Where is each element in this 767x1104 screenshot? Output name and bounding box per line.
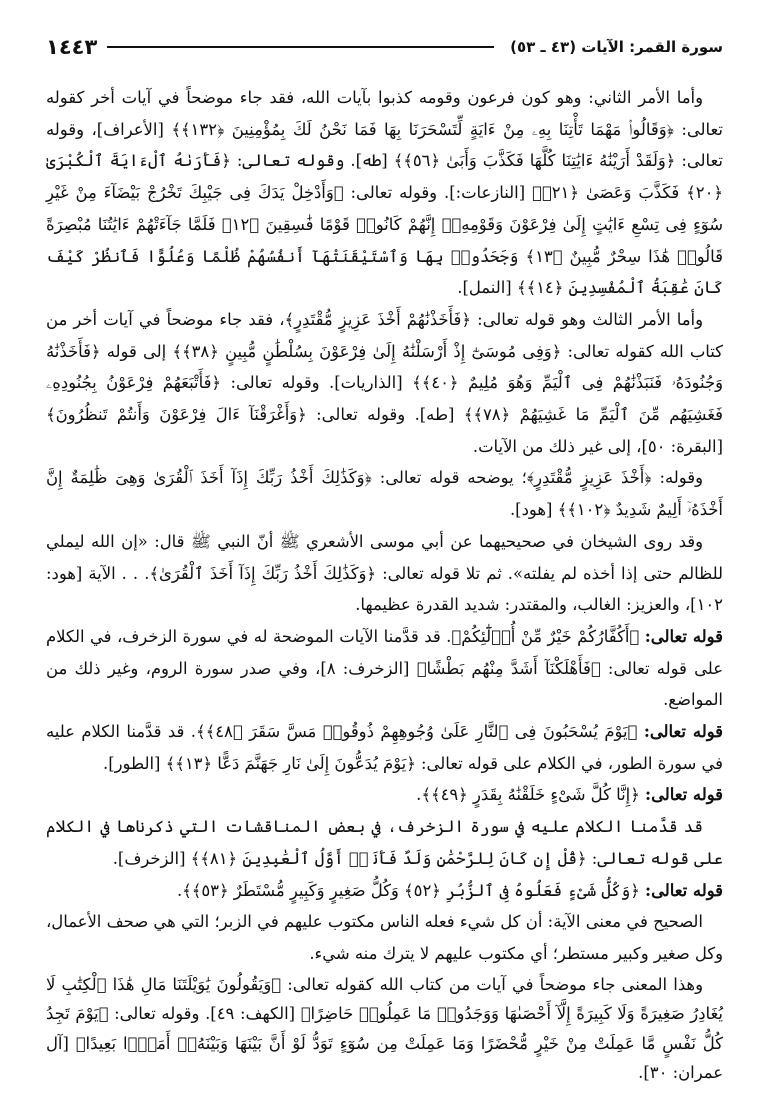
paragraph-text: وهذا المعنى جاء موضحاً في آيات من كتاب الله كقوله تعالى: ﴿وَيَقُولُونَ يَٰوَيْلَتَنَا مَالِ هَٰذَا ٱلْكِتَٰبِ لَا يُغَادِرُ صَغِيرَةً وَلَا كَبِيرَةً إِلَّآ أَحْصَىٰهَا وَوَجَدُوا۟ مَا عَمِلُوا۟ حَاضِرًا﴾ [الكهف: ٤٩]. وقوله تعالى: ﴿يَوْمَ تَجِدُ كُلُّ نَفْسٍ مَّا عَمِلَتْ مِنْ خَيْرٍ مُّحْضَرًا وَمَا عَمِلَتْ مِن سُوٓءٍ تَوَدُّ لَوْ أَنَّ بَيْنَهَا وَبَيْنَهُۥٓ أَمَدًۢا بَعِيدًا﴾ [آل عمران: ٣٠].: [46, 974, 723, 1083]
paragraph-correct-meaning: [46, 906, 723, 969]
paragraph-text: الصحيح في معنى الآية: أن كل شيء فعله الناس مكتوب عليهم في الزبر؛ التي هي صحف الأعمال، وكل صغير وكبير مستطر؛ أي مكتوب عليهم لا يترك منه شيء.: [46, 912, 723, 963]
paragraph-zukhruf-discussion: [46, 811, 723, 874]
paragraph-text: ﴿يَوْمَ يُسْحَبُونَ فِى ٱلنَّارِ عَلَىٰ وُجُوهِهِمْ ذُوقُوا۟ مَسَّ سَقَرَ ﴿٤٨﴾﴾. قد قدَّمنا الكلام عليه في سورة الطور، في الكلام على قوله تعالى: ﴿يَوْمَ يُدَعُّونَ إِلَىٰ نَارِ جَهَنَّمَ دَعًّا ﴿١٣﴾﴾ [الطور].: [46, 722, 723, 773]
paragraph-text: وأما الأمر الثاني: وهو كون فرعون وقومه كذبوا بآيات الله، فقد جاء موضحاً في آيات أخر كقوله تعالى: ﴿وَقَالُوا۟ مَهْمَا تَأْتِنَا بِهِۦ مِنْ ءَايَةٍ لِّتَسْحَرَنَا بِهَا فَمَا نَحْنُ لَكَ بِمُؤْمِنِينَ ﴿١٣٢﴾﴾ [الأعراف]، وقوله تعالى: ﴿وَلَقَدْ أَرَيْنَٰهُ ءَايَٰتِنَا كُلَّهَا فَكَذَّبَ وَأَبَىٰ ﴿٥٦﴾﴾ [طه]. وقوله تعالى: ﴿فَأَرَىٰهُ ٱلْءَايَةَ ٱلْكُبْرَىٰ ﴿٢٠﴾ فَكَذَّبَ وَعَصَىٰ ﴿٢١﴾﴾ [النازعات:]. وقوله تعالى: ﴿وَأَدْخِلْ يَدَكَ فِى جَيْبِكَ تَخْرُجْ بَيْضَآءَ مِنْ غَيْرِ سُوٓءٍ فِى تِسْعِ ءَايَٰتٍ إِلَىٰ فِرْعَوْنَ وَقَوْمِهِۦٓ إِنَّهُمْ كَانُوا۟ قَوْمًا فَٰسِقِينَ ﴿١٢﴾ فَلَمَّا جَآءَتْهُمْ ءَايَٰتُنَا مُبْصِرَةً قَالُوا۟ هَٰذَا سِحْرٌ مُّبِينٌ ﴿١٣﴾ وَجَحَدُوا۟ بِهَا وَٱسْتَيْقَنَتْهَآ أَنفُسُهُمْ ظُلْمًا وَعُلُوًّا فَٱنظُرْ كَيْفَ كَانَ عَٰقِبَةُ ٱلْمُفْسِدِينَ ﴿١٤﴾﴾ [النمل].: [46, 88, 724, 298]
body-text: [46, 82, 723, 1088]
verse-lead: قوله تعالى:: [644, 626, 723, 646]
paragraph-second-matter: [46, 82, 723, 304]
paragraph-verse-43: [46, 621, 723, 716]
paragraph-verse-49: [46, 779, 723, 811]
page-number: ١٤٤٣: [46, 35, 98, 59]
paragraph-text: قد قدَّمنا الكلام عليه في سورة الزخرف، في بعض المناقشات التي ذكرناها في الكلام على قوله تعالى: ﴿قُلْ إِن كَانَ لِلرَّحْمَٰنِ وَلَدٌ فَأَنَا۠ أَوَّلُ ٱلْعَٰبِدِينَ ﴿٨١﴾﴾ [الزخرف].: [46, 817, 723, 868]
paragraph-text: ﴿أَكُفَّارُكُمْ خَيْرٌ مِّنْ أُو۟لَٰٓئِكُمْ﴾. قد قدَّمنا الآيات الموضحة له في سورة الزخرف، في الكلام على قوله تعالى: ﴿فَأَهْلَكْنَآ أَشَدَّ مِنْهُم بَطْشًا﴾ [الزخرف: ٨]، وفي صدر سورة الروم، وغير ذلك من المواضع.: [46, 626, 723, 710]
paragraph-text: وأما الأمر الثالث وهو قوله تعالى: ﴿فَأَخَذْنَٰهُمْ أَخْذَ عَزِيزٍ مُّقْتَدِرٍ﴾، فقد جاء موضحاً في آيات أخر من كتاب الله كقوله تعالى: ﴿وَفِى مُوسَىٰٓ إِذْ أَرْسَلْنَٰهُ إِلَىٰ فِرْعَوْنَ بِسُلْطَٰنٍ مُّبِينٍ ﴿٣٨﴾﴾ إلى قوله ﴿فَأَخَذْنَٰهُ وَجُنُودَهُۥ فَنَبَذْنَٰهُمْ فِى ٱلْيَمِّ وَهُوَ مُلِيمٌ ﴿٤٠﴾﴾ [الذاريات]. وقوله تعالى: ﴿فَأَتْبَعَهُمْ فِرْعَوْنُ بِجُنُودِهِۦ فَغَشِيَهُم مِّنَ ٱلْيَمِّ مَا غَشِيَهُمْ ﴿٧٨﴾﴾ [طه]. وقوله تعالى: ﴿وَأَغْرَقْنَآ ءَالَ فِرْعَوْنَ وَأَنتُمْ تَنظُرُونَ﴾ [البقرة: ٥٠]، إلى غير ذلك من الآيات.: [46, 309, 723, 456]
paragraph-explained-meaning: [46, 970, 723, 1088]
paragraph-verse-48: [46, 716, 723, 779]
paragraph-text: وقد روى الشيخان في صحيحيهما عن أبي موسى الأشعري ﷺ أنّ النبي ﷺ قال: «إن الله ليملي للظالم حتى إذا أخذه لم يفلته». ثم تلا قوله تعالى: ﴿وَكَذَٰلِكَ أَخْذُ رَبِّكَ إِذَآ أَخَذَ ٱلْقُرَىٰ﴾. . . الآية [هود: ١٠٢]، والعزيز: الغالب، والمقتدر: شديد القدرة عظيمها.: [46, 531, 723, 615]
running-title: سورة القمر: الآيات (٤٣ ـ ٥٣): [510, 38, 723, 56]
verse-lead: قوله تعالى:: [645, 785, 723, 805]
paragraph-hadith: [46, 526, 723, 621]
paragraph-verse-52-53: [46, 875, 723, 907]
page-header: [46, 30, 723, 64]
paragraph-text: ﴿وَكُلُّ شَىْءٍ فَعَلُوهُ فِى ٱلزُّبُرِ ﴿٥٢﴾ وَكُلُّ صَغِيرٍ وَكَبِيرٍ مُّسْتَطَرٌ ﴿٥٣﴾﴾.: [176, 880, 646, 900]
paragraph-text: وقوله: ﴿أَخْذَ عَزِيزٍ مُّقْتَدِرٍ﴾؛ يوضحه قوله تعالى: ﴿وَكَذَٰلِكَ أَخْذُ رَبِّكَ إِذَآ أَخَذَ ٱلْقُرَىٰ وَهِىَ ظَٰلِمَةٌ إِنَّ أَخْذَهُۥٓ أَلِيمٌ شَدِيدٌ ﴿١٠٢﴾﴾ [هود].: [46, 468, 723, 520]
header-rule: [107, 46, 494, 48]
verse-lead: قوله تعالى:: [643, 722, 723, 742]
paragraph-third-matter: [46, 304, 723, 463]
paragraph-text: ﴿إِنَّا كُلَّ شَىْءٍ خَلَقْنَٰهُ بِقَدَرٍ ﴿٤٩﴾﴾.: [416, 785, 646, 805]
verse-lead: قوله تعالى:: [645, 880, 723, 900]
paragraph-mighty-seizure: [46, 462, 723, 525]
